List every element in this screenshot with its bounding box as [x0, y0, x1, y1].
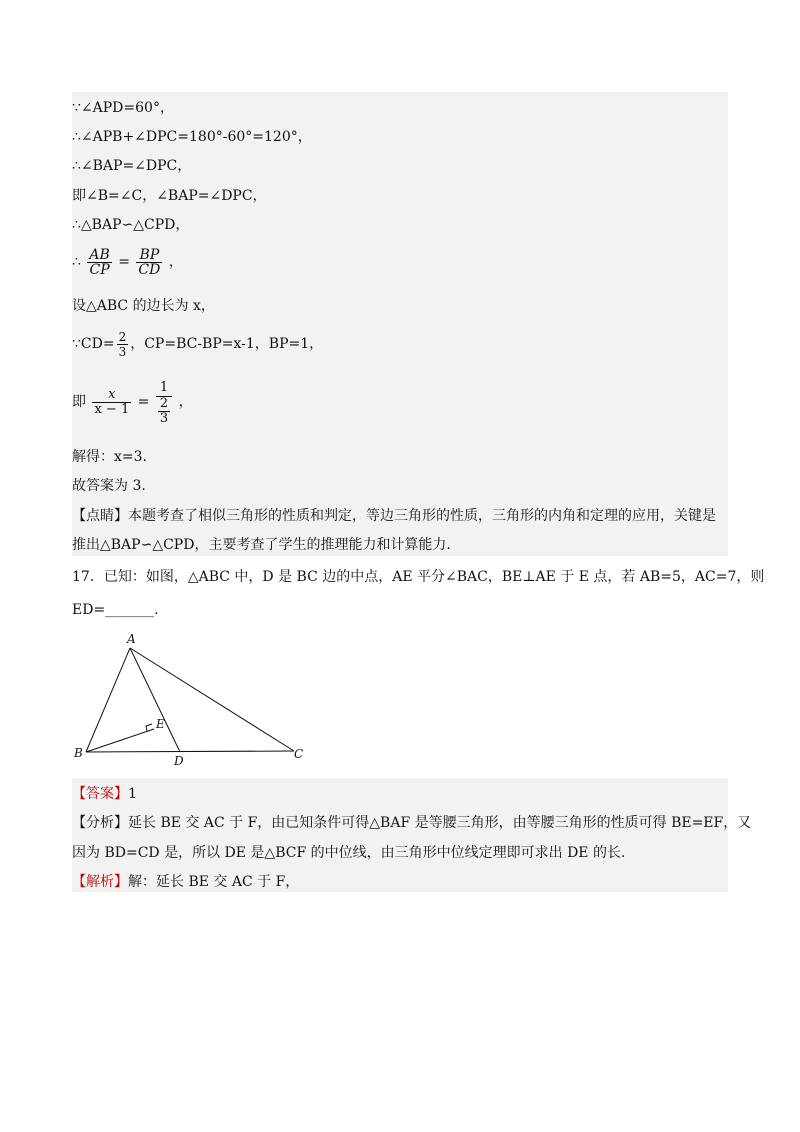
- analysis-text-1: 延长 BE 交 AC 于 F，由已知条件可得△BAF 是等腰三角形，由等腰三角形的性质可得 BE=EF，又: [128, 815, 752, 831]
- segment-bc: [86, 751, 294, 752]
- analysis-tag: 【分析】: [72, 815, 128, 831]
- compound-fraction: [156, 379, 172, 426]
- cd-value-line: [72, 326, 323, 362]
- segment-be: [86, 729, 154, 752]
- label-a: A: [127, 632, 136, 646]
- fraction-numerator: 2: [118, 329, 127, 344]
- fraction-denominator: 3: [118, 344, 127, 359]
- solution-row: [72, 872, 299, 892]
- analysis-line-2: 因为 BD=CD 是，所以 DE 是△BCF 的中位线，由三角形中位线定理即可求出 DE 的长.: [72, 845, 626, 861]
- solution-line-1: ∵∠APD=60°，: [72, 100, 174, 116]
- triangle-figure: [70, 630, 310, 770]
- ji-prefix: 即: [72, 394, 86, 410]
- answer-row: [72, 784, 137, 804]
- solution-line-3: ∴∠BAP=∠DPC，: [72, 158, 192, 174]
- problem-17-line-2: ED=_______.: [72, 602, 159, 618]
- solution-text: 解：延长 BE 交 AC 于 F，: [128, 874, 300, 890]
- fraction-numerator: BP: [136, 248, 162, 263]
- equals-sign: =: [118, 254, 130, 270]
- answer-tag: 【答案】: [72, 786, 128, 802]
- label-c: C: [294, 747, 304, 761]
- comment-line-2: 推出△BAP∽△CPD，主要考查了学生的推理能力和计算能力.: [72, 537, 451, 553]
- solve-line: 解得：x=3.: [72, 449, 147, 465]
- label-d: D: [174, 754, 184, 768]
- fraction-denominator: CD: [138, 261, 161, 278]
- therefore-symbol: ∴: [72, 254, 81, 270]
- solution-line-2: ∴∠APB+∠DPC=180°-60°=120°，: [72, 129, 312, 145]
- analysis-line-1: [72, 813, 751, 833]
- solution-line-5: ∴△BAP∽△CPD，: [72, 217, 190, 233]
- comment-tag: 【点睛】: [72, 508, 128, 524]
- fraction-x-over-x-minus-1: [92, 388, 131, 417]
- cd-prefix: ∵CD=: [72, 336, 115, 352]
- fraction-denominator: x − 1: [94, 401, 130, 417]
- solution-tag: 【解析】: [72, 874, 128, 890]
- answer-line: 故答案为 3.: [72, 478, 146, 494]
- label-e: E: [156, 717, 165, 731]
- inner-fraction: [158, 397, 170, 426]
- problem-17-line-1: 17．已知：如图，△ABC 中，D 是 BC 边的中点，AE 平分∠BAC，BE⊥AE 于 E 点，若 AB=5，AC=7，则: [72, 569, 765, 585]
- segment-ab: [86, 648, 130, 752]
- ratio-equation: [72, 244, 183, 280]
- fraction-denominator: CP: [89, 261, 110, 278]
- answer-value: 1: [128, 786, 137, 802]
- compound-denominator: [156, 397, 172, 426]
- fraction-bp-cd: [136, 248, 162, 277]
- solution-line-4: 即∠B=∠C，∠BAP=∠DPC，: [72, 188, 267, 204]
- x-equation-line: [72, 374, 193, 430]
- comma: ，: [178, 394, 193, 410]
- label-b: B: [74, 746, 83, 760]
- solution-line-side-length: 设△ABC 的边长为 x，: [72, 298, 215, 314]
- comma: ，: [168, 254, 183, 270]
- comment-text-1: 本题考查了相似三角形的性质和判定，等边三角形的性质，三角形的内角和定理的应用，关键是: [128, 508, 716, 524]
- fraction-numerator: AB: [89, 246, 110, 263]
- comment-line-1: [72, 506, 716, 526]
- fraction-two-thirds: [117, 330, 129, 359]
- compound-numerator: 1: [156, 379, 172, 397]
- inner-numerator: 2: [159, 395, 169, 411]
- equals-sign: =: [137, 394, 150, 410]
- fraction-ab-cp: [87, 248, 111, 277]
- cd-suffix: ，CP=BC-BP=x-1，BP=1，: [130, 336, 324, 352]
- fraction-numerator: x: [92, 388, 131, 403]
- inner-denominator: 3: [159, 410, 169, 426]
